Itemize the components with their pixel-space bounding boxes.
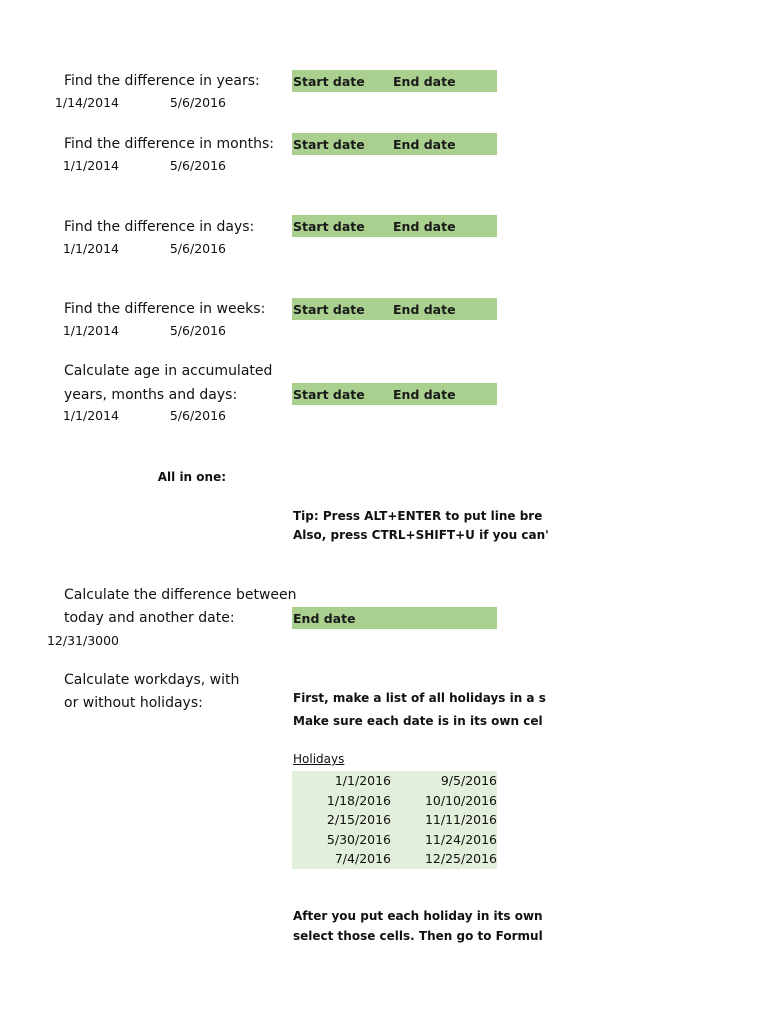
age-end-cell[interactable]: 5/6/2016: [169, 408, 226, 423]
holiday-cell[interactable]: 2/15/2016: [326, 812, 391, 828]
holiday-cell[interactable]: 11/11/2016: [424, 812, 497, 828]
holiday-cell[interactable]: 9/5/2016: [440, 773, 497, 788]
days-header-row: [292, 215, 497, 237]
days-end-cell[interactable]: 5/6/2016: [169, 241, 226, 256]
end-date-header: End date: [293, 611, 356, 626]
years-header-row: [292, 70, 497, 92]
workdays-label-line2: or without holidays:: [64, 695, 203, 711]
start-date-header: Start date: [293, 137, 365, 152]
weeks-header-row: [292, 298, 497, 320]
today-label-line1: Calculate the difference between: [64, 587, 297, 603]
weeks-start-cell[interactable]: 1/1/2014: [62, 323, 119, 338]
holiday-cell[interactable]: 12/25/2016: [424, 851, 497, 867]
table-row: [292, 849, 497, 869]
table-row: [292, 810, 497, 830]
workdays-note-line1: First, make a list of all holidays in a s: [293, 691, 546, 705]
days-start-cell[interactable]: 1/1/2014: [62, 241, 119, 256]
end-date-header: End date: [393, 302, 456, 317]
today-header-row: [292, 607, 497, 629]
after-note-line2: select those cells. Then go to Formul: [293, 929, 543, 943]
start-date-header: Start date: [293, 74, 365, 89]
holiday-cell[interactable]: 1/18/2016: [326, 792, 391, 808]
years-end-cell[interactable]: 5/6/2016: [169, 95, 226, 110]
age-start-cell[interactable]: 1/1/2014: [62, 408, 119, 423]
holidays-title: Holidays: [293, 752, 345, 766]
holiday-cell[interactable]: 10/10/2016: [424, 792, 497, 808]
after-note-line1: After you put each holiday in its own: [293, 909, 543, 923]
today-end-cell[interactable]: 12/31/3000: [46, 633, 119, 648]
months-header-row: [292, 133, 497, 155]
age-label-line2: years, months and days:: [64, 387, 238, 403]
end-date-header: End date: [393, 219, 456, 234]
workdays-note-line2: Make sure each date is in its own cel: [293, 714, 543, 728]
age-header-row: [292, 383, 497, 405]
months-start-cell[interactable]: 1/1/2014: [62, 158, 119, 173]
table-row: [292, 791, 497, 811]
end-date-header: End date: [393, 387, 456, 402]
start-date-header: Start date: [293, 302, 365, 317]
start-date-header: Start date: [293, 387, 365, 402]
holiday-cell[interactable]: 7/4/2016: [334, 851, 391, 867]
table-row: [292, 830, 497, 850]
years-label: Find the difference in years:: [64, 73, 260, 89]
years-start-cell[interactable]: 1/14/2014: [54, 95, 119, 110]
weeks-end-cell[interactable]: 5/6/2016: [169, 323, 226, 338]
tip-text: Press ALT+ENTER to put line bre: [318, 509, 543, 523]
tip-line2: Also, press CTRL+SHIFT+U if you can': [293, 528, 549, 542]
end-date-header: End date: [393, 137, 456, 152]
end-date-header: End date: [393, 74, 456, 89]
tip-prefix: Tip:: [293, 509, 319, 523]
months-end-cell[interactable]: 5/6/2016: [169, 158, 226, 173]
start-date-header: Start date: [293, 219, 365, 234]
all-in-one-label: All in one:: [157, 470, 226, 484]
today-label-line2: today and another date:: [64, 610, 235, 626]
tip-line1: [293, 509, 542, 523]
table-row: [292, 771, 497, 791]
weeks-label: Find the difference in weeks:: [64, 301, 266, 317]
holidays-table: [292, 771, 497, 869]
holiday-cell[interactable]: 5/30/2016: [326, 831, 391, 847]
holiday-cell[interactable]: 1/1/2016: [334, 773, 391, 788]
workdays-label-line1: Calculate workdays, with: [64, 672, 240, 688]
age-label-line1: Calculate age in accumulated: [64, 363, 273, 379]
months-label: Find the difference in months:: [64, 136, 274, 152]
days-label: Find the difference in days:: [64, 219, 255, 235]
holiday-cell[interactable]: 11/24/2016: [424, 831, 497, 847]
